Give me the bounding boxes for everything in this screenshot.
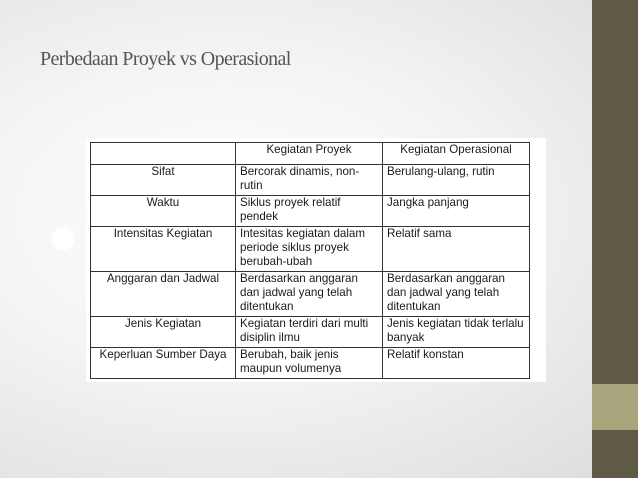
table-row <box>91 272 530 317</box>
decorative-circle <box>52 228 74 250</box>
cell-proyek: Berdasarkan anggaran dan jadwal yang telah ditentukan <box>236 272 383 317</box>
accent-bar-top <box>592 0 638 384</box>
header-kegiatan-operasional: Kegiatan Operasional <box>383 143 530 165</box>
cell-proyek: Kegiatan terdiri dari multi disiplin ilmu <box>236 317 383 348</box>
row-label: Waktu <box>91 196 236 227</box>
row-label: Sifat <box>91 165 236 196</box>
cell-operasional: Jangka panjang <box>383 196 530 227</box>
table-row <box>91 317 530 348</box>
cell-operasional: Relatif konstan <box>383 348 530 379</box>
comparison-table-card <box>86 138 546 382</box>
table-header-row <box>91 143 530 165</box>
cell-proyek: Siklus proyek relatif pendek <box>236 196 383 227</box>
comparison-table <box>90 142 530 379</box>
accent-bar-bottom <box>592 430 638 478</box>
cell-operasional: Jenis kegiatan tidak terlalu banyak <box>383 317 530 348</box>
cell-operasional: Berdasarkan anggaran dan jadwal yang telah ditentukan <box>383 272 530 317</box>
row-label: Anggaran dan Jadwal <box>91 272 236 317</box>
row-label: Keperluan Sumber Daya <box>91 348 236 379</box>
header-kegiatan-proyek: Kegiatan Proyek <box>236 143 383 165</box>
table-row <box>91 196 530 227</box>
cell-proyek: Intesitas kegiatan dalam periode siklus proyek berubah-ubah <box>236 227 383 272</box>
cell-proyek: Bercorak dinamis, non-rutin <box>236 165 383 196</box>
row-label: Intensitas Kegiatan <box>91 227 236 272</box>
accent-bar-middle <box>592 384 638 430</box>
slide-title: Perbedaan Proyek vs Operasional <box>40 48 291 70</box>
header-empty <box>91 143 236 165</box>
table-row <box>91 348 530 379</box>
table-row <box>91 165 530 196</box>
cell-operasional: Relatif sama <box>383 227 530 272</box>
row-label: Jenis Kegiatan <box>91 317 236 348</box>
cell-operasional: Berulang-ulang, rutin <box>383 165 530 196</box>
table-row <box>91 227 530 272</box>
cell-proyek: Berubah, baik jenis maupun volumenya <box>236 348 383 379</box>
